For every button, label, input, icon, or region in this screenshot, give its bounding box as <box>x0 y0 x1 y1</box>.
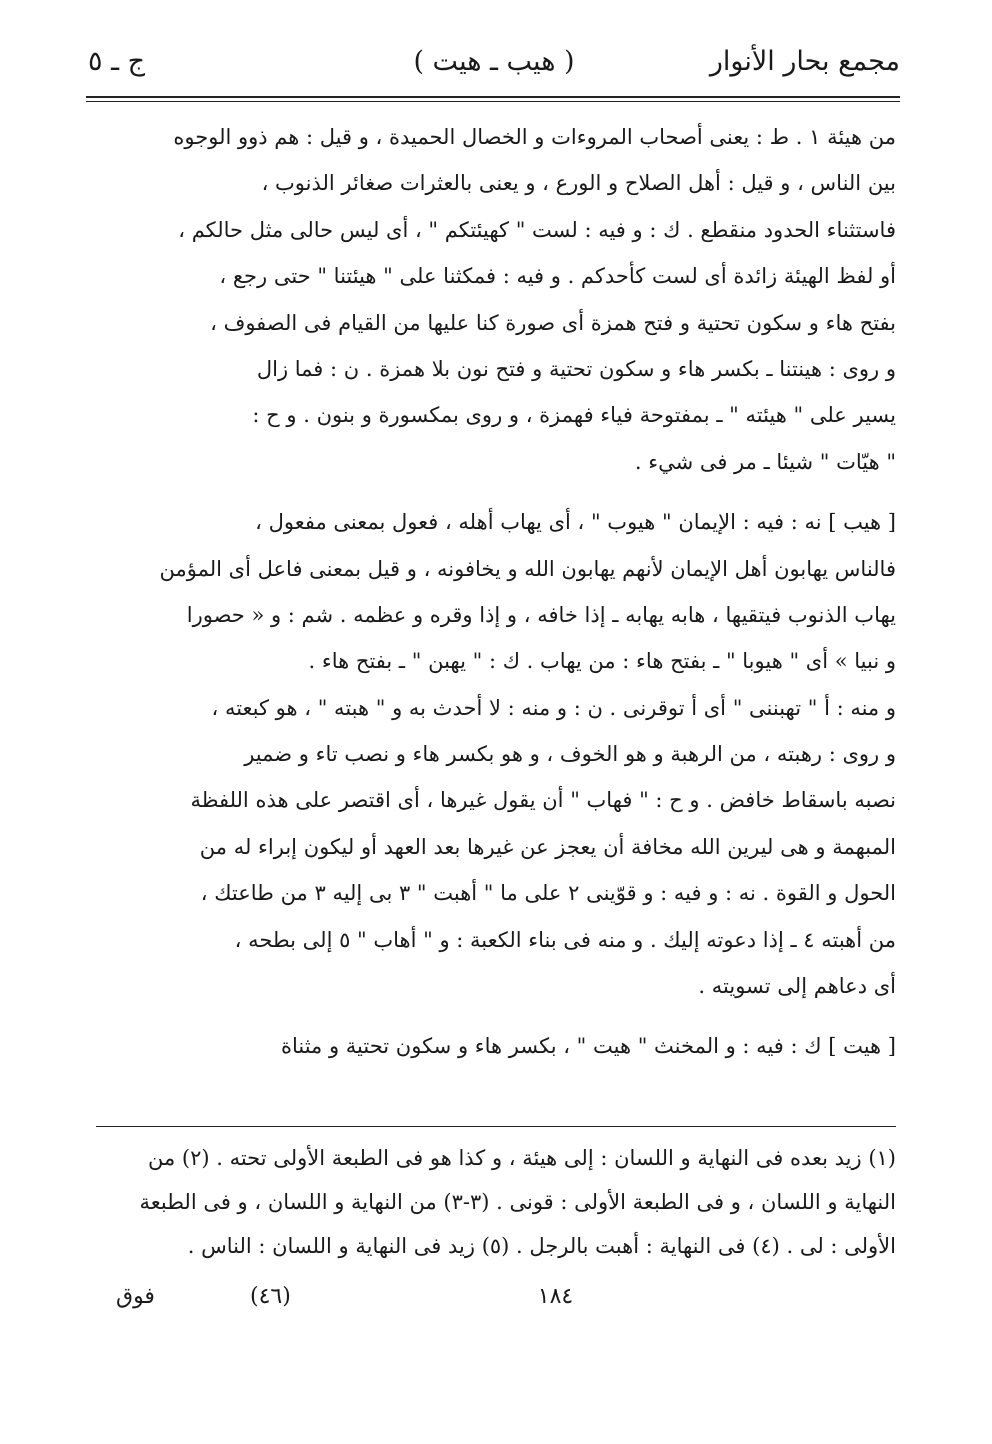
header-book-title: مجمع بحار الأنوار <box>709 46 900 77</box>
footnote-line: الأولى : لى . (٤) فى النهاية : أهبت بالرجل . (٥) زيد فى النهاية و اللسان : الناس . <box>187 1234 896 1258</box>
text-line: يهاب الذنوب فيتقيها ، هابه يهابه ـ إذا خافه ، و إذا وقره و عظمه . شم : و « حصورا <box>186 602 896 627</box>
paragraph-gap <box>96 485 896 499</box>
header-rule-thick <box>86 96 900 98</box>
page-footer <box>110 1284 882 1324</box>
text-line: فاستثناء الحدود منقطع . ك : و فيه : لست " كهيئتكم " ، أى ليس حالى مثل حالكم ، <box>178 217 896 242</box>
text-line: " هيّات " شيئا ـ مر فى شيء . <box>634 449 896 474</box>
page-number: ١٨٤ <box>537 1284 574 1309</box>
paragraph-hayah <box>96 114 896 485</box>
paragraph-hayb <box>96 499 896 1009</box>
paragraph-hayt <box>96 1023 896 1069</box>
header-volume: ج ـ ٥ <box>88 46 146 77</box>
text-line: و روى : رهبته ، من الرهبة و هو الخوف ، و هو بكسر هاء و نصب تاء و ضمير <box>244 742 896 767</box>
text-line: [ هيب ] نه : فيه : الإيمان " هيوب " ، أى يهاب أهله ، فعول بمعنى مفعول ، <box>255 510 896 535</box>
text-line: أى دعاهم إلى تسويته . <box>698 974 896 999</box>
text-line: يسير على " هيئته " ـ بمفتوحة فياء فهمزة ، و روى بمكسورة و بنون . و ح : <box>252 403 896 428</box>
footnote-line: النهاية و اللسان ، و فى الطبعة الأولى : قونى . (٣-٣) من النهاية و اللسان ، و فى الطبعة <box>139 1190 896 1214</box>
text-line: بين الناس ، و قيل : أهل الصلاح و الورع ، و يعنى بالعثرات صغائر الذنوب ، <box>261 171 896 196</box>
text-line: أو لفظ الهيئة زائدة أى لست كأحدكم . و فيه : فمكثنا على " هيئتنا " حتى رجع ، <box>219 264 896 289</box>
catchword: فوق <box>116 1284 155 1309</box>
footnotes <box>96 1136 896 1268</box>
text-line: و روى : هينتنا ـ بكسر هاء و سكون تحتية و فتح نون بلا همزة . ن : فما زال <box>256 356 896 381</box>
text-line: من هيئة ١ . ط : يعنى أصحاب المروءات و الخصال الحميدة ، و قيل : هم ذوو الوجوه <box>173 125 896 149</box>
main-text <box>96 114 896 1070</box>
text-line: المبهمة و هى ليرين الله مخافة أن يعجز عن غيرها بعد العهد أو ليكون إبراء له من <box>199 834 896 859</box>
text-line: من أهبته ٤ ـ إذا دعوته إليك . و منه فى بناء الكعبة : و " أهاب " ٥ إلى بطحه ، <box>234 927 896 952</box>
text-line: بفتح هاء و سكون تحتية و فتح همزة أى صورة كنا عليها من القيام فى الصفوف ، <box>210 310 896 335</box>
footnote-rule <box>96 1126 896 1127</box>
text-line: و منه : أ " تهبننى " أى أ توقرنى . ن : و منه : لا أحدث به و " هبته " ، هو كبعته ، <box>211 695 896 720</box>
text-line: فالناس يهابون أهل الإيمان لأنهم يهابون الله و يخافونه ، و قيل بمعنى فاعل أى المؤمن <box>159 556 896 581</box>
header-rule-thin <box>86 101 900 102</box>
text-line: نصبه باسقاط خافض . و ح : " فهاب " أن يقول غيرها ، أى اقتصر على هذه اللفظة <box>190 788 896 813</box>
running-header <box>88 40 900 86</box>
header-entry-range: ( هيب ـ هيت ) <box>413 46 575 77</box>
text-line: و نبيا » أى " هيوبا " ـ بفتح هاء : من يهاب . ك : " يهبن " ـ بفتح هاء . <box>308 649 896 674</box>
footnote-line: (١) زيد بعده فى النهاية و اللسان : إلى هيئة ، و كذا هو فى الطبعة الأولى تحته . (٢) من <box>147 1146 896 1170</box>
text-line: [ هيت ] ك : فيه : و المخنث " هيت " ، بكسر هاء و سكون تحتية و مثناة <box>280 1034 896 1059</box>
text-line: الحول و القوة . نه : و فيه : و قوّينى ٢ على ما " أهبت " ٣ بى إليه ٣ من طاعتك ، <box>200 881 896 906</box>
signature-mark: (٤٦) <box>250 1284 291 1309</box>
paragraph-gap <box>96 1009 896 1023</box>
